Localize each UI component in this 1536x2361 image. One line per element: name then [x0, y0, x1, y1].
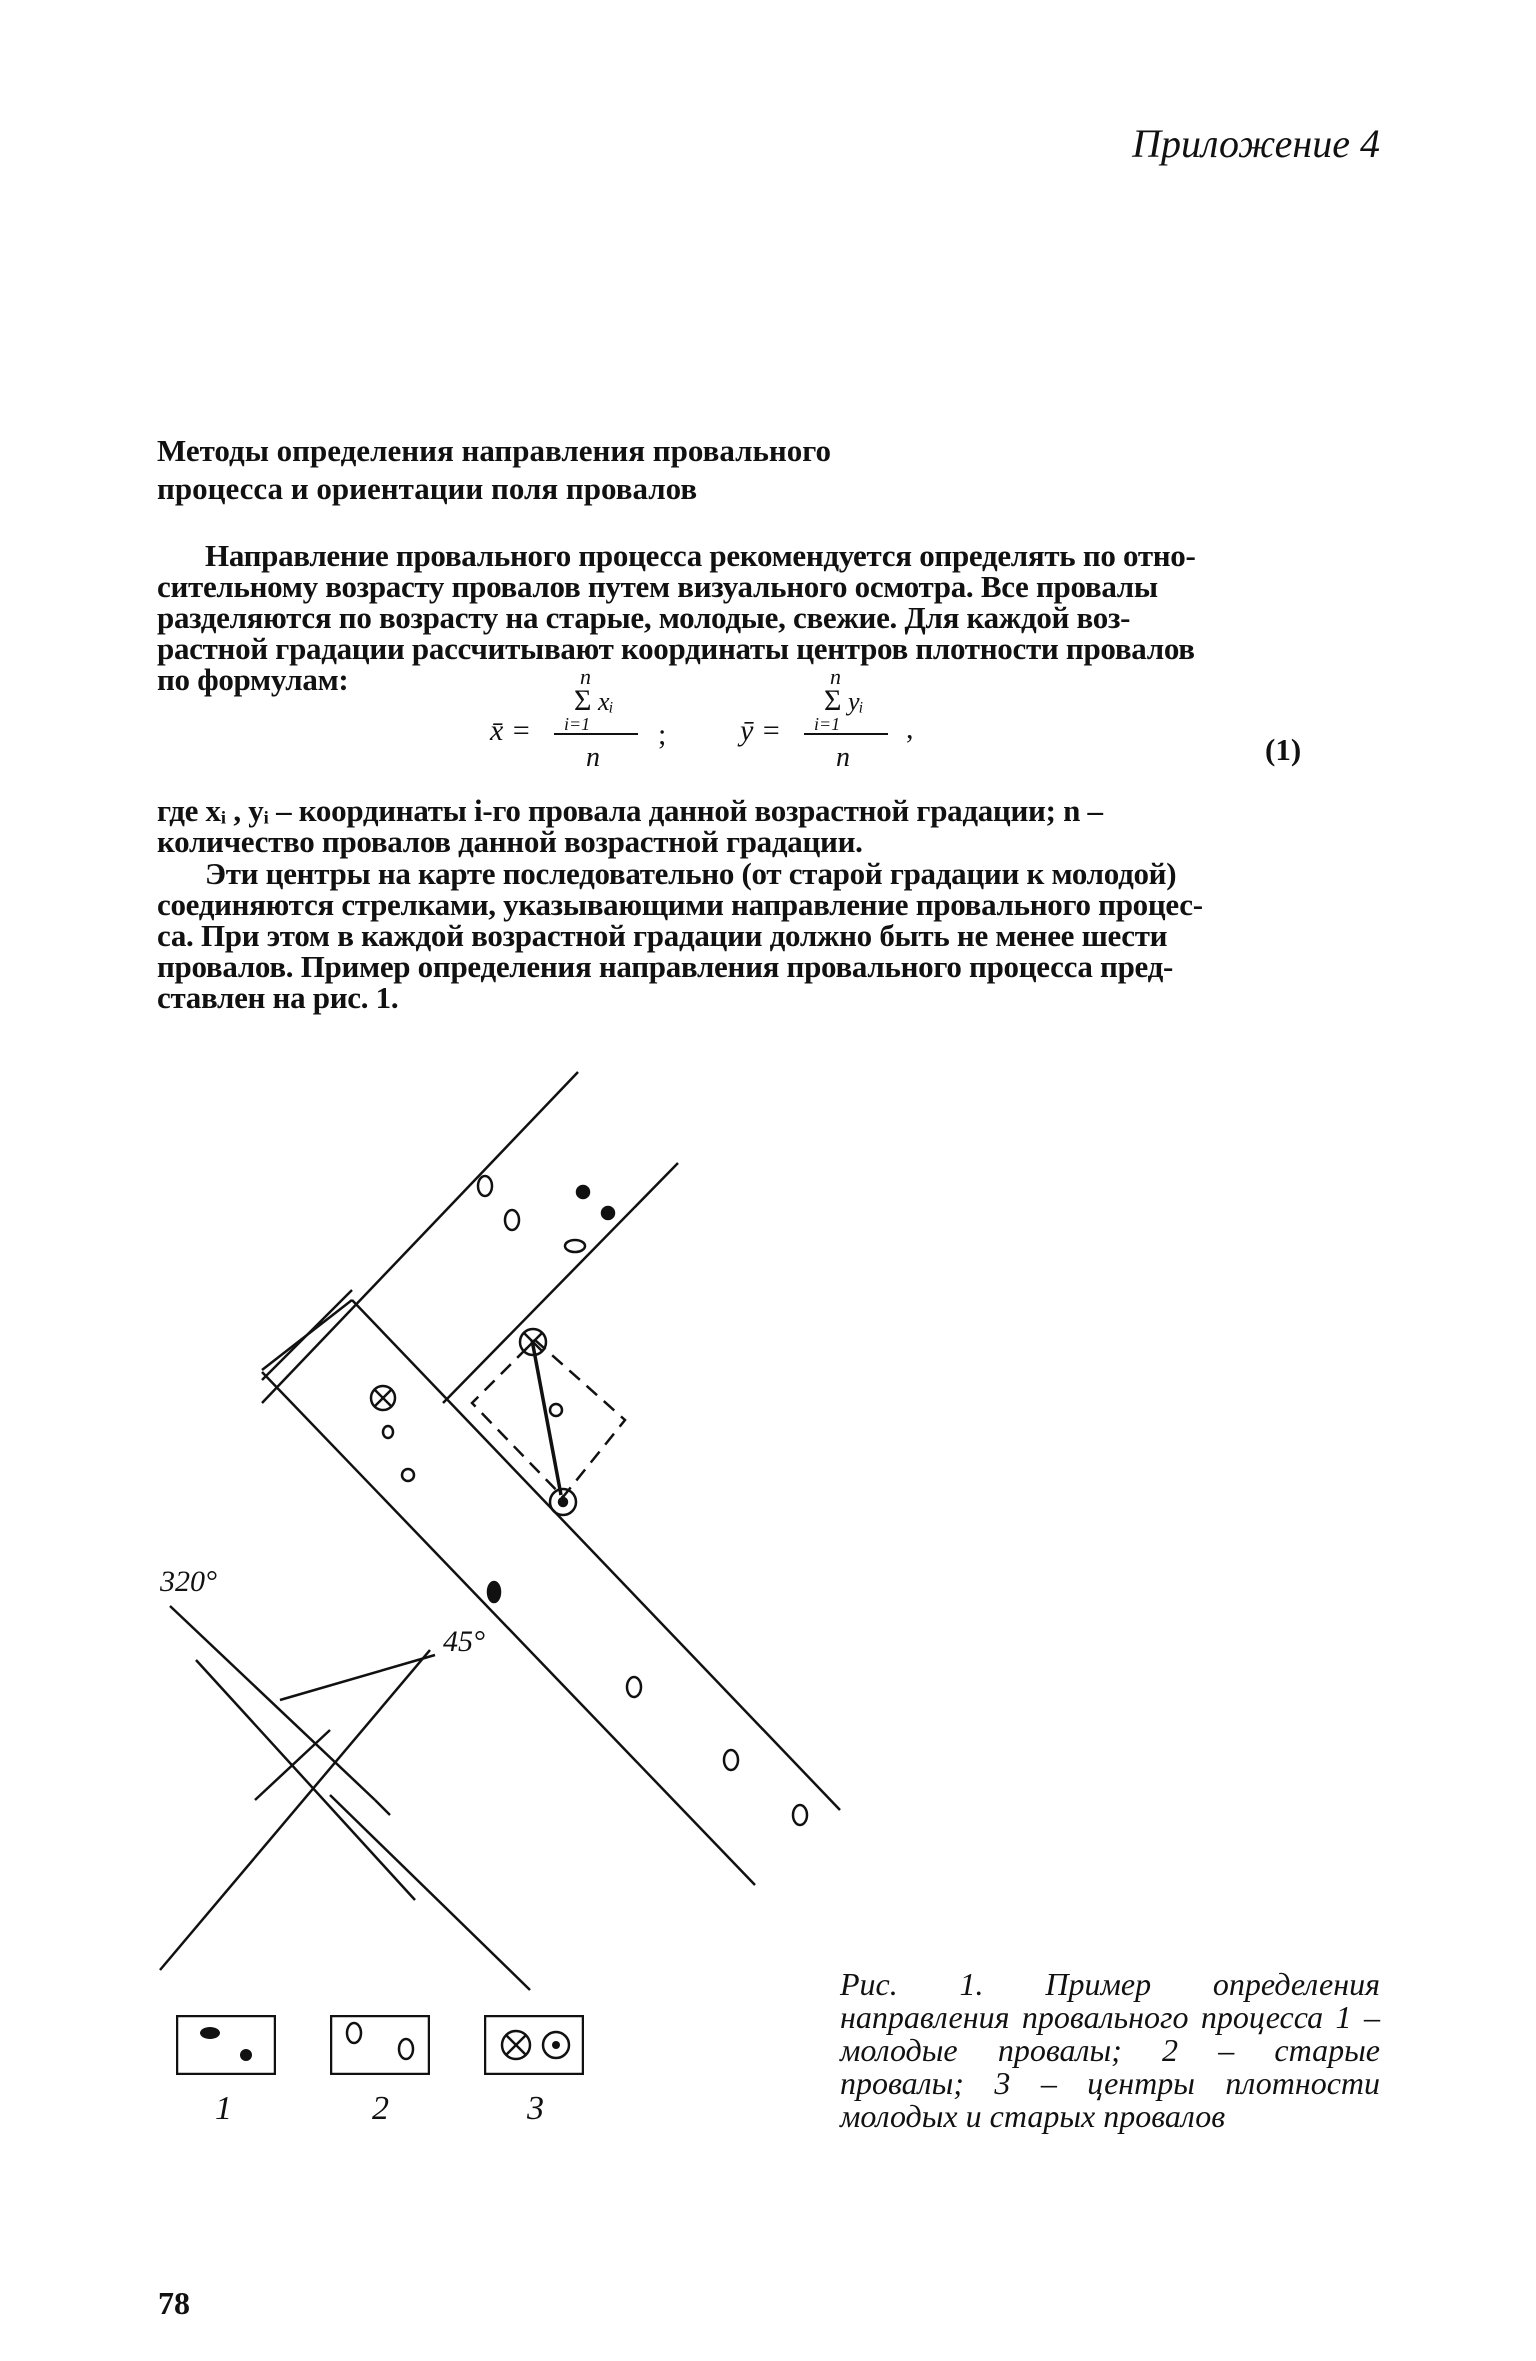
paragraph-1-line: растной градации рассчитывают координаты центров плотности провалов [157, 631, 1195, 666]
legend-box-young [176, 2015, 276, 2075]
section-title-line-1: Методы определения направления провального [157, 433, 832, 468]
paragraph-1-line: разделяются по возрасту на старые, молодые, свежие. Для каждой воз- [157, 600, 1131, 635]
legend-number-2: 2 [372, 2090, 389, 2127]
young-sinkhole [602, 1207, 614, 1219]
formula-x-sum-top: n [580, 668, 591, 689]
diagram-line [262, 1300, 352, 1370]
young-center-icon-dot [552, 2041, 560, 2049]
old-sinkhole-icon [347, 2023, 361, 2043]
diagram-line [160, 1650, 430, 1970]
diagram-line [280, 1655, 435, 1700]
old-sinkhole [402, 1469, 414, 1481]
legend-number-1: 1 [215, 2090, 232, 2127]
formula-y-term: yᵢ [848, 687, 864, 716]
paragraph-3-line: ставлен на рис. 1. [157, 980, 399, 1015]
young-sinkhole-icon [200, 2027, 220, 2039]
paragraph-3-line: провалов. Пример определения направления провального процесса пред- [157, 949, 1174, 984]
formula-y-denominator: n [836, 742, 850, 773]
figure-caption: Рис. 1. Пример определения направления провального процесса 1 – молодые провалы; 2 – старые провалы; 3 – центры плотности молодых и старых провалов [840, 1966, 1380, 2134]
paragraph-1-line: по формулам: [157, 662, 349, 697]
diagram-line [262, 1072, 578, 1403]
paragraph-3-line: соединяются стрелками, указывающими направление провального процес- [157, 887, 1203, 922]
formula-y-sum-bottom: i=1 [814, 714, 841, 734]
paragraph-1-line: Направление провального процесса рекомендуется определять по отно- [205, 538, 1196, 573]
formula-number: (1) [1265, 732, 1302, 767]
legend-box-frame [177, 2016, 275, 2074]
diagram-line [352, 1300, 840, 1810]
diagram-line [330, 1795, 530, 1990]
old-sinkhole [724, 1750, 738, 1770]
old-sinkhole [627, 1677, 641, 1697]
paragraph-2-line: где xᵢ , yᵢ – координаты i-го провала данной возрастной градации; n – [157, 793, 1103, 828]
formula-x-term: xᵢ [598, 687, 614, 716]
formula-1 [470, 668, 1330, 788]
sinkhole-diagram [150, 1060, 860, 2140]
young-sinkhole [577, 1186, 589, 1198]
formula-x-denominator: n [586, 742, 600, 773]
diagram-line [262, 1372, 755, 1885]
young-sinkhole [488, 1582, 500, 1602]
paragraph-1-line: сительному возрасту провалов путем визуального осмотра. Все провалы [157, 569, 1158, 604]
old-sinkhole [565, 1240, 585, 1252]
old-sinkhole [478, 1176, 492, 1196]
legend-box-old [330, 2015, 430, 2075]
page-number: 78 [158, 2285, 190, 2321]
formula-x-sum-sign: Σ [574, 684, 592, 717]
diagram-line [170, 1606, 375, 1800]
legend-box-frame [331, 2016, 429, 2074]
paragraph-3-line: са. При этом в каждой возрастной градации должно быть не менее шести [157, 918, 1168, 953]
old-sinkhole [793, 1805, 807, 1825]
diagram-line [196, 1660, 415, 1900]
old-sinkhole [550, 1404, 562, 1416]
dashed-parallelogram [472, 1340, 625, 1497]
legend-box-centers [484, 2015, 584, 2075]
formula-sep-1: ; [658, 718, 667, 751]
section-title [157, 432, 1307, 508]
formula-sep-2: , [906, 712, 914, 745]
page-header: Приложение 4 [1132, 121, 1380, 166]
diagram-line [375, 1800, 390, 1815]
direction-arrow [532, 1340, 561, 1495]
section-title-line-2: процесса и ориентации поля провалов [157, 471, 698, 506]
diagram-line [443, 1163, 678, 1403]
paragraph-3 [157, 858, 1320, 1013]
formula-x-lhs: x̄ = [490, 714, 532, 747]
old-sinkhole-icon [399, 2039, 413, 2059]
paragraph-2-line: количество провалов данной возрастной градации. [157, 824, 863, 859]
young-sinkhole-icon [240, 2049, 252, 2061]
angle-label-320: 320° [160, 1565, 217, 1598]
formula-x-sum-bottom: i=1 [564, 714, 591, 734]
formula-y-sum-top: n [830, 668, 841, 689]
angle-label-45: 45° [443, 1625, 485, 1658]
old-sinkhole [383, 1426, 393, 1438]
paragraph-2 [157, 795, 1320, 857]
paragraph-3-line: Эти центры на карте последовательно (от старой градации к молодой) [205, 856, 1177, 891]
old-sinkhole [505, 1210, 519, 1230]
formula-y-lhs: ȳ = [740, 714, 782, 747]
formula-y-sum-sign: Σ [824, 684, 842, 717]
diagram-line [255, 1730, 330, 1800]
legend-number-3: 3 [527, 2090, 544, 2127]
young-center-dot [559, 1498, 567, 1506]
